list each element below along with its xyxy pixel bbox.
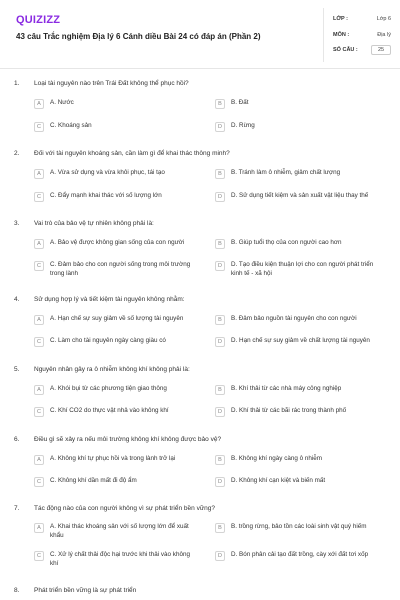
option-letter: D	[215, 477, 225, 487]
option-text: A. Bảo vệ được không gian sống của con người	[50, 239, 185, 246]
option-b[interactable]	[215, 315, 383, 335]
option-letter: D	[215, 122, 225, 132]
meta-count	[333, 45, 391, 61]
option-text: A. Khói bụi từ các phương tiện giao thông	[50, 385, 167, 392]
question-number: 6.	[14, 436, 20, 443]
meta-grade-label: LỚP :	[333, 16, 348, 22]
option-text: D. Hạn chế sự suy giảm về chất lượng tài nguyên	[231, 337, 370, 344]
option-text: D. Khí thải từ các bãi rác trong thành phố	[231, 407, 347, 414]
option-text: D. Sử dụng tiết kiệm và sản xuất vật liệu thay thế	[231, 192, 369, 199]
option-d[interactable]	[215, 551, 383, 571]
question-number: 8.	[14, 587, 20, 594]
option-letter: A	[34, 239, 44, 249]
question-text: Sử dụng hợp lý và tiết kiệm tài nguyên không nhằm:	[34, 296, 185, 303]
option-text: D. Bón phân cải tạo đất trồng, cày xới đất tơi xốp	[231, 551, 369, 558]
question-text: Nguyên nhân gây ra ô nhiễm không khí không phải là:	[34, 366, 190, 373]
option-b[interactable]	[215, 169, 383, 189]
option-b[interactable]	[215, 385, 383, 405]
question-number: 4.	[14, 296, 20, 303]
option-c[interactable]	[34, 261, 202, 281]
option-letter: D	[215, 192, 225, 202]
option-text: D. Tạo điều kiện thuận lợi cho con người phát triển kinh tế - xã hội	[231, 261, 374, 277]
option-d[interactable]	[215, 122, 383, 142]
option-a[interactable]	[34, 315, 202, 335]
meta-grade	[333, 14, 391, 30]
header-separator	[0, 68, 400, 69]
header-divider	[323, 8, 324, 62]
option-text: A. Hạn chế sự suy giảm về số lượng tài nguyên	[50, 315, 184, 322]
option-letter: B	[215, 239, 225, 249]
option-letter: B	[215, 523, 225, 533]
option-letter: D	[215, 261, 225, 271]
question-number: 5.	[14, 366, 20, 373]
option-text: C. Xử lý chất thải độc hại trước khi thải vào không khí	[50, 551, 190, 567]
option-letter: C	[34, 477, 44, 487]
option-text: A. Vừa sử dụng và vừa khôi phục, tái tạo	[50, 169, 165, 176]
meta-count-value: 25	[371, 45, 391, 55]
question-text: Phát triển bền vững là sự phát triển	[34, 587, 137, 594]
option-a[interactable]	[34, 239, 202, 259]
option-d[interactable]	[215, 261, 383, 281]
option-text: A. Nước	[50, 99, 74, 106]
question-text: Điều gì sẽ xảy ra nếu môi trường không khí không được bảo vệ?	[34, 436, 222, 443]
option-letter: D	[215, 551, 225, 561]
option-letter: C	[34, 192, 44, 202]
option-d[interactable]	[215, 192, 383, 212]
question-number: 1.	[14, 80, 20, 87]
option-text: C. Khoáng sản	[50, 122, 92, 129]
option-text: B. Giúp tuổi thọ của con người cao hơn	[231, 239, 342, 246]
option-letter: C	[34, 122, 44, 132]
option-letter: D	[215, 337, 225, 347]
option-c[interactable]	[34, 337, 202, 357]
option-letter: C	[34, 337, 44, 347]
option-text: B. Không khí ngày càng ô nhiễm	[231, 455, 323, 462]
option-text: B. Đảm bảo nguồn tài nguyên cho con người	[231, 315, 357, 322]
meta-subject-value: Địa lý	[377, 32, 391, 38]
meta-grade-value: Lớp 6	[376, 16, 391, 22]
option-letter: B	[215, 169, 225, 179]
option-a[interactable]	[34, 385, 202, 405]
option-c[interactable]	[34, 551, 202, 571]
option-text: B. Tránh làm ô nhiễm, giảm chất lượng	[231, 169, 341, 176]
quizizz-logo: QUIZIZZ	[16, 14, 61, 26]
option-letter: A	[34, 315, 44, 325]
option-a[interactable]	[34, 99, 202, 119]
option-letter: C	[34, 407, 44, 417]
option-a[interactable]	[34, 169, 202, 189]
option-b[interactable]	[215, 455, 383, 475]
option-letter: A	[34, 99, 44, 109]
option-text: D. Không khí cạn kiệt và biến mất	[231, 477, 326, 484]
option-letter: B	[215, 315, 225, 325]
option-text: B. Đất	[231, 99, 249, 106]
question-text: Tác động nào của con người không vì sự phát triển bền vững?	[34, 505, 216, 512]
option-text: C. Khí CO2 do thực vật nhả vào không khí	[50, 407, 169, 414]
option-text: A. Khai thác khoáng sản với số lượng lớn để xuất khẩu	[50, 523, 189, 539]
option-d[interactable]	[215, 337, 383, 357]
page-title: 43 câu Trắc nghiệm Địa lý 6 Cánh diều Bài 24 có đáp án (Phần 2)	[16, 32, 261, 41]
question-text: Vai trò của bảo vệ tự nhiên không phải là:	[34, 220, 154, 227]
option-text: C. Đảm bảo cho con người sống trong môi trường trong lành	[50, 261, 191, 277]
option-text: C. Làm cho tài nguyên ngày càng giàu có	[50, 337, 166, 344]
option-letter: C	[34, 551, 44, 561]
option-text: B. trồng rừng, bảo tồn các loài sinh vật quý hiếm	[231, 523, 367, 530]
option-c[interactable]	[34, 122, 202, 142]
option-letter: D	[215, 407, 225, 417]
option-text: B. Khí thải từ các nhà máy công nghiệp	[231, 385, 342, 392]
option-a[interactable]	[34, 455, 202, 475]
option-letter: A	[34, 523, 44, 533]
option-b[interactable]	[215, 523, 383, 543]
question-number: 2.	[14, 150, 20, 157]
option-letter: A	[34, 455, 44, 465]
option-c[interactable]	[34, 407, 202, 427]
option-c[interactable]	[34, 192, 202, 212]
option-letter: A	[34, 385, 44, 395]
option-b[interactable]	[215, 99, 383, 119]
option-text: D. Rừng	[231, 122, 255, 129]
option-text: C. Không khí dần mất đi độ ẩm	[50, 477, 137, 484]
question-text: Đối với tài nguyên khoáng sản, cần làm gì để khai thác thông minh?	[34, 150, 230, 157]
option-text: C. Đẩy mạnh khai thác với số lượng lớn	[50, 192, 162, 199]
document-header	[0, 0, 400, 68]
question-number: 3.	[14, 220, 20, 227]
option-c[interactable]	[34, 477, 202, 497]
question-number: 7.	[14, 505, 20, 512]
option-a[interactable]	[34, 523, 202, 543]
question-text: Loại tài nguyên nào trên Trái Đất không thể phục hồi?	[34, 80, 189, 87]
meta-subject-label: MÔN :	[333, 32, 350, 38]
option-letter: C	[34, 261, 44, 271]
option-text: A. Không khí tự phục hồi và trong lành trở lại	[50, 455, 176, 462]
option-letter: B	[215, 455, 225, 465]
meta-count-label: SỐ CÂU :	[333, 47, 358, 53]
option-letter: A	[34, 169, 44, 179]
option-letter: B	[215, 99, 225, 109]
option-b[interactable]	[215, 239, 383, 259]
option-d[interactable]	[215, 477, 383, 497]
option-d[interactable]	[215, 407, 383, 427]
meta-subject	[333, 30, 391, 46]
option-letter: B	[215, 385, 225, 395]
